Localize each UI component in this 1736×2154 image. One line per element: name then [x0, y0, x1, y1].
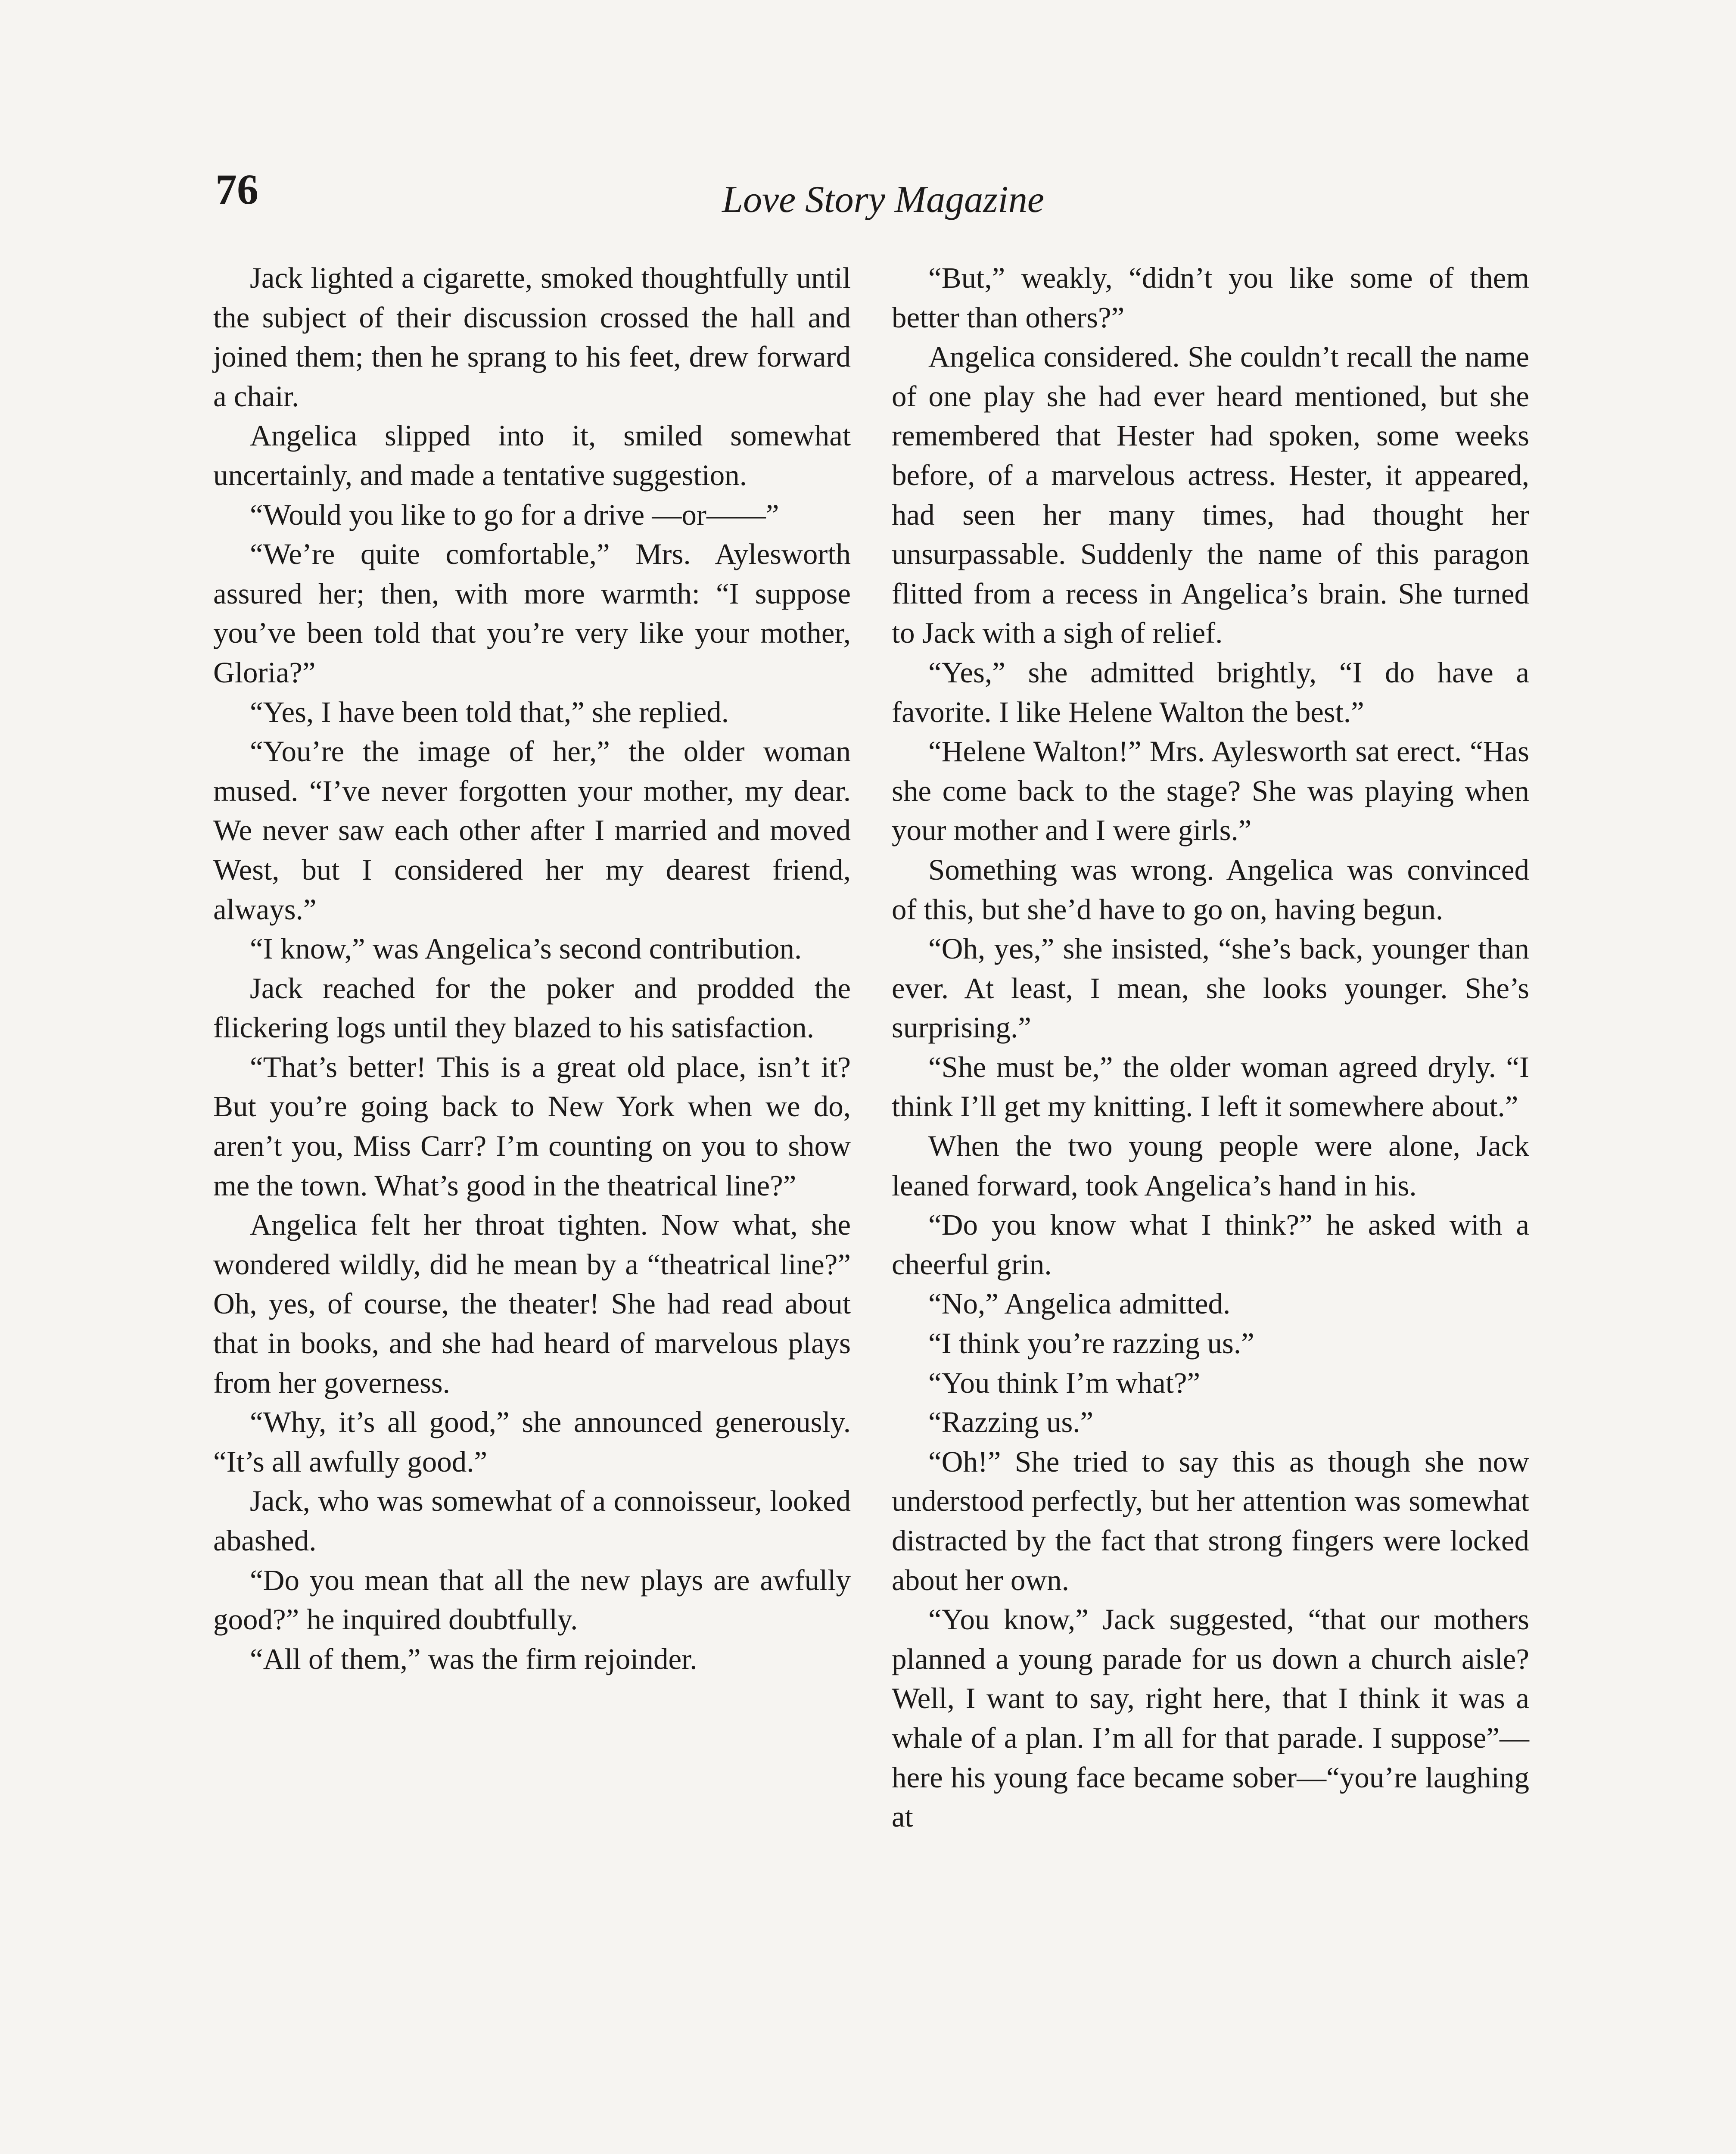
paragraph: Jack, who was somewhat of a connoisseur, looked abashed.	[213, 1485, 851, 1557]
paragraph: “Razzing us.”	[928, 1406, 1094, 1439]
paragraph: “We’re quite comfortable,” Mrs. Aylesworth assured her; then, with more warmth: “I suppose you’ve been told that you’re very like your mother, Gloria?”	[213, 538, 851, 689]
paragraph: “But,” weakly, “didn’t you like some of them better than others?”	[892, 261, 1529, 334]
paragraph: “Oh, yes,” she insisted, “she’s back, younger than ever. At least, I mean, she looks younger. She’s surprising.”	[892, 932, 1529, 1044]
paragraph: Angelica felt her throat tighten. Now what, she wondered wildly, did he mean by a “theatrical line?” Oh, yes, of course, the theater! She had read about that in books, and she had heard of marvelous plays from her governess.	[213, 1208, 851, 1399]
paragraph: “All of them,” was the firm rejoinder.	[250, 1642, 697, 1675]
paragraph: When the two young people were alone, Jack leaned forward, took Angelica’s hand in his.	[892, 1130, 1529, 1202]
paragraph: “Do you know what I think?” he asked with a cheerful grin.	[892, 1208, 1529, 1281]
paragraph: “Yes, I have been told that,” she replied.	[250, 695, 729, 728]
paragraph: “I think you’re razzing us.”	[928, 1327, 1254, 1360]
paragraph: “Helene Walton!” Mrs. Aylesworth sat erect. “Has she come back to the stage? She was playing when your mother and I were girls.”	[892, 735, 1529, 847]
paragraph: “No,” Angelica admitted.	[928, 1287, 1231, 1320]
paragraph: “Yes,” she admitted brightly, “I do have a favorite. I like Helene Walton the best.”	[892, 656, 1529, 728]
paragraph: Angelica considered. She couldn’t recall the name of one play she had ever heard mentioned, but she remembered that Hester had spoken, some weeks before, of a marvelous actress. Hester, it appeared, had seen her many times, had thought her unsurpassable. Suddenly the name of this paragon flitted from a recess in Angelica’s brain. She turned to Jack with a sigh of relief.	[892, 340, 1529, 650]
running-title: Love Story Magazine	[722, 179, 1044, 221]
paragraph: “Would you like to go for a drive —or——”	[250, 498, 779, 531]
paragraph: Something was wrong. Angelica was convinced of this, but she’d have to go on, having begun.	[892, 853, 1529, 926]
paragraph: “Why, it’s all good,” she announced generously. “It’s all awfully good.”	[213, 1406, 851, 1478]
paragraph: “She must be,” the older woman agreed dryly. “I think I’ll get my knitting. I left it somewhere about.”	[892, 1050, 1529, 1123]
paragraph: “Oh!” She tried to say this as though she now understood perfectly, but her attention was somewhat distracted by the fact that strong fingers were locked about her own.	[892, 1445, 1529, 1597]
paragraph: “I know,” was Angelica’s second contribution.	[250, 932, 802, 965]
paragraph: “You think I’m what?”	[928, 1366, 1201, 1399]
paragraph: Jack reached for the poker and prodded the flickering logs until they blazed to his satisfaction.	[213, 971, 851, 1044]
left-column	[213, 258, 851, 1679]
paragraph: Angelica slipped into it, smiled somewhat uncertainly, and made a tentative suggestion.	[213, 419, 851, 492]
right-column	[892, 258, 1529, 1837]
paragraph: Jack lighted a cigarette, smoked thoughtfully until the subject of their discussion crossed the hall and joined them; then he sprang to his feet, drew forward a chair.	[213, 261, 851, 413]
paragraph: “You know,” Jack suggested, “that our mothers planned a young parade for us down a church aisle? Well, I want to say, right here, that I think it was a whale of a plan. I’m all for that parade. I suppose”—here his young face became sober—“you’re laughing at	[892, 1603, 1529, 1833]
page-number: 76	[215, 165, 258, 213]
paragraph: “Do you mean that all the new plays are awfully good?” he inquired doubtfully.	[213, 1563, 851, 1636]
paragraph: “You’re the image of her,” the older woman mused. “I’ve never forgotten your mother, my dear. We never saw each other after I married and moved West, but I considered her my dearest friend, always.”	[213, 735, 851, 926]
paragraph: “That’s better! This is a great old place, isn’t it? But you’re going back to New York when we do, aren’t you, Miss Carr? I’m counting on you to show me the town. What’s good in the theatrical line?”	[213, 1050, 851, 1202]
